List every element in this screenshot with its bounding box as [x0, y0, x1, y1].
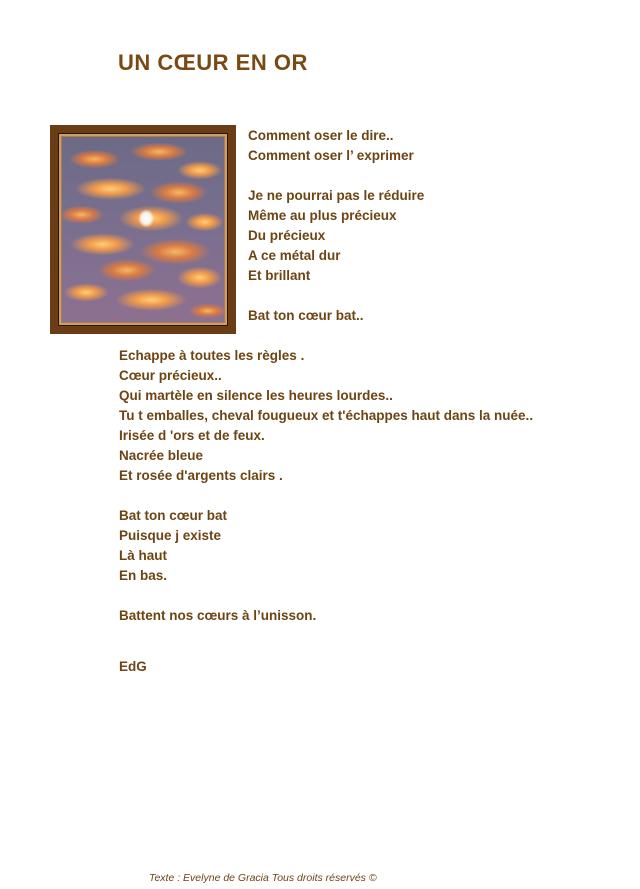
poem-line: Même au plus précieux	[248, 208, 397, 223]
poem-line: Là haut	[119, 548, 168, 563]
signature: EdG	[119, 659, 147, 674]
poem-line: Comment oser le dire..	[248, 128, 394, 143]
poem-line: Tu t emballes, cheval fougueux et t'échappes haut dans la nuée..	[119, 408, 534, 423]
poem-line: Et brillant	[248, 268, 311, 283]
poem-line: Irisée d 'ors et de feux.	[119, 428, 265, 443]
poem-line: Puisque j existe	[119, 528, 222, 543]
poem-title: UN CŒUR EN OR	[118, 50, 308, 75]
copyright-footer: Texte : Evelyne de Gracia Tous droits réservés ©	[149, 872, 377, 884]
poem-line: Cœur précieux..	[119, 368, 222, 383]
poem-line: Battent nos cœurs à l’unisson.	[119, 608, 317, 623]
frame-inner	[59, 134, 227, 325]
poem-line: Qui martèle en silence les heures lourdes..	[119, 388, 393, 403]
poem-line: En bas.	[119, 568, 168, 583]
poem-line: Je ne pourrai pas le réduire	[248, 188, 425, 203]
poem-line: Du précieux	[248, 228, 326, 243]
poem-line: Comment oser l’ exprimer	[248, 148, 414, 163]
poem-line: Echappe à toutes les règles .	[119, 348, 305, 363]
sunset-clouds-moon-picture	[62, 137, 224, 322]
poem-line: Et rosée d'argents clairs .	[119, 468, 283, 483]
poem-line: Nacrée bleue	[119, 448, 204, 463]
poem-line: A ce métal dur	[248, 248, 341, 263]
poem-stanza-right	[248, 126, 424, 326]
poem-line: Bat ton cœur bat..	[248, 308, 364, 323]
poem-stanza-left	[119, 346, 533, 626]
poem-line: Bat ton cœur bat	[119, 508, 227, 523]
picture-frame	[50, 125, 236, 334]
